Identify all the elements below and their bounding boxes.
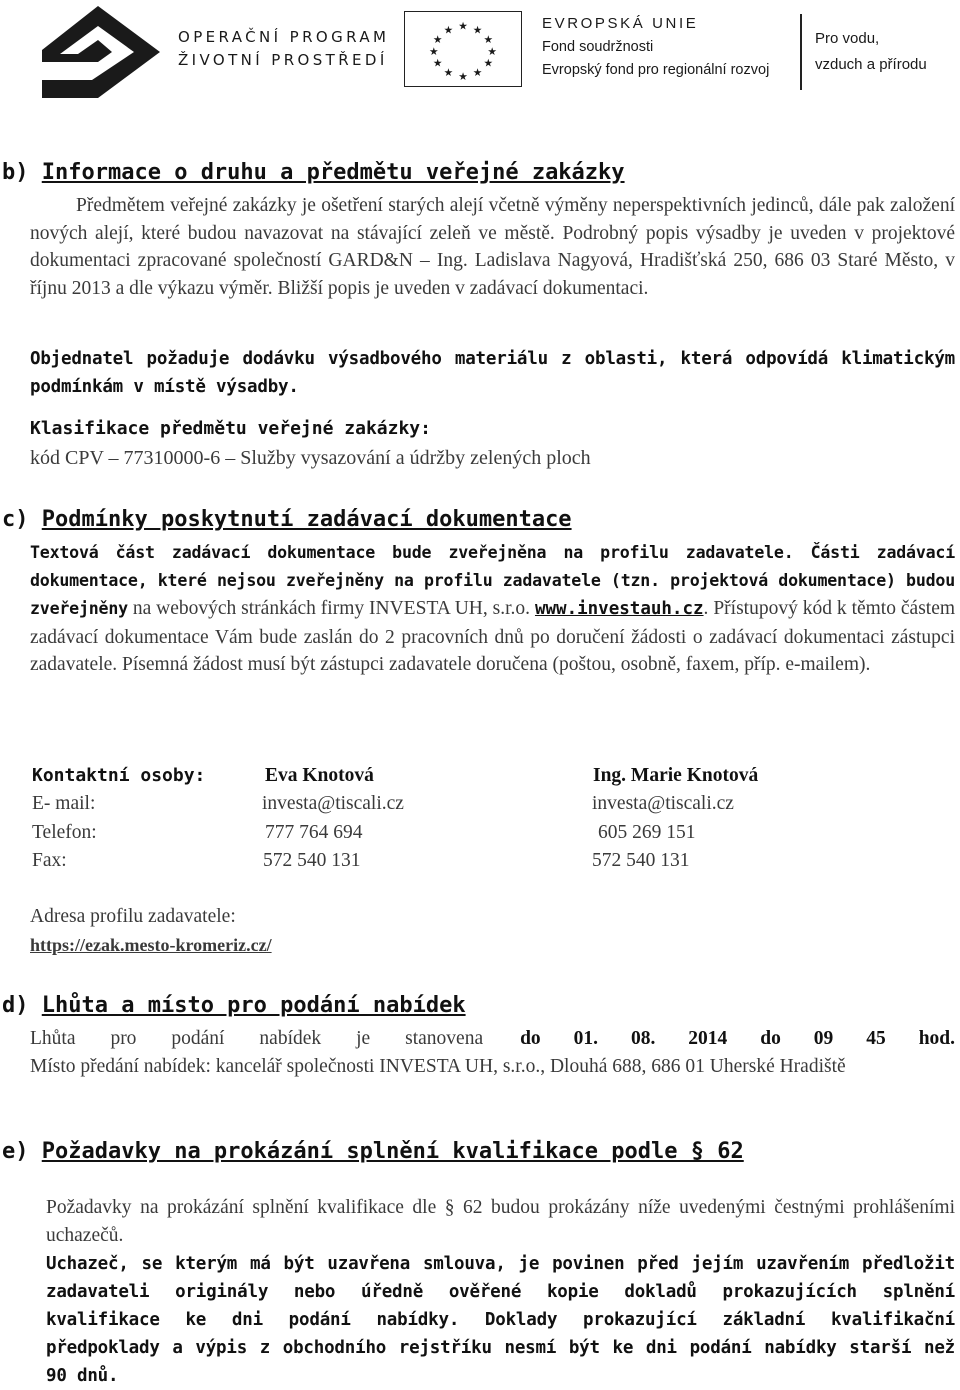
contact-name-1: Eva Knotová bbox=[265, 765, 374, 786]
program-name: OPERAČNÍ PROGRAM ŽIVOTNÍ PROSTŘEDÍ bbox=[178, 28, 390, 69]
submission-place: Místo předání nabídek: kancelář společnosti INVESTA UH, s.r.o., Dlouhá 688, 686 01 Uherské Hradiště bbox=[30, 1056, 846, 1077]
svg-text:★: ★ bbox=[432, 33, 443, 47]
svg-text:★: ★ bbox=[443, 66, 454, 80]
svg-text:★: ★ bbox=[458, 19, 468, 33]
phone-2: 605 269 151 bbox=[598, 822, 696, 843]
deadline-line bbox=[30, 1025, 955, 1053]
section-b-classification bbox=[30, 415, 955, 472]
section-c-paragraph bbox=[30, 539, 955, 679]
cpv-code: kód CPV – 77310000-6 – Služby vysazování a údržby zelených ploch bbox=[30, 446, 591, 469]
section-c-web-text: na webových stránkách firmy INVESTA UH, s.r.o. bbox=[127, 598, 531, 619]
email-2[interactable]: investa@tiscali.cz bbox=[592, 793, 734, 814]
section-e-paragraph-1: Požadavky na prokázání splnění kvalifikace dle § 62 budou prokázány níže uvedenými čestnými prohlášeními uchazečů. bbox=[46, 1197, 955, 1246]
email-label: E- mail: bbox=[32, 793, 96, 814]
svg-text:★: ★ bbox=[472, 23, 483, 37]
section-b-heading: b) Informace o druhu a předmětu veřejné zakázky bbox=[2, 160, 625, 185]
fax-1: 572 540 131 bbox=[263, 850, 361, 871]
phone-label: Telefon: bbox=[32, 822, 97, 843]
svg-text:★: ★ bbox=[483, 33, 494, 47]
section-e-heading: e) Požadavky na prokázání splnění kvalifikace podle § 62 bbox=[2, 1139, 744, 1164]
fax-label: Fax: bbox=[32, 850, 67, 871]
email-1[interactable]: investa@tiscali.cz bbox=[262, 793, 404, 814]
svg-text:★: ★ bbox=[458, 70, 468, 84]
svg-text:★: ★ bbox=[432, 56, 443, 70]
section-e-paragraph-2: Uchazeč, se kterým má být uzavřena smlouva, je povinen před jejím uzavřením předložit zadavateli originály nebo úředně ověřené kopie dokladů prokazujících splnění kvalifikace ke dni podání nabídky. Doklady prokazující základní kvalifikační předpoklady a výpis z obchodního rejstříku nesmí být ke dni podání nabídky starší než 90 dnů. bbox=[46, 1254, 955, 1386]
svg-text:★: ★ bbox=[472, 66, 483, 80]
svg-text:★: ★ bbox=[483, 56, 494, 70]
fax-2: 572 540 131 bbox=[592, 850, 690, 871]
section-c-access-text: . Přístupový kód k těmto částem zadávací dokumentace Vám bude zaslán do 2 pracovních dnů po doručení žádosti o zadávací dokumentaci zástupci zadavatele. Písemná žádost musí být zástupci zadavatele doručena (poštou, osobně, faxem, příp. e-mailem). bbox=[30, 598, 956, 676]
section-b-requirement: Objednatel požaduje dodávku výsadbového materiálu z oblasti, která odpovídá klimatickým podmínkám v místě výsadby. bbox=[30, 349, 955, 397]
section-c-bold-text: Textová část zadávací dokumentace bude zveřejněna na profilu zadavatele. Části zadávací dokumentace, které nejsou zveřejněny na profilu zadavatele (tzn. projektová dokumentace) budou zveřejněny bbox=[30, 543, 955, 618]
section-b-paragraph: Předmětem veřejné zakázky je ošetření starých alejí včetně výměny neperspektivních jedinců, dále pak založení nových alejí, které budou navazovat na stávající zeleň ve městě. Podrobný popis výsadby je uveden v projektové dokumentaci zpracované společností GARD&N – Ing. Ladislava Nagyová, Hradišťská 250, 686 03 Staré Město, v říjnu 2013 a dle výkazu výměr. Bližší popis je uveden v zadávací dokumentaci. bbox=[30, 195, 955, 299]
profile-url-link[interactable]: https://ezak.mesto-kromeriz.cz/ bbox=[30, 935, 272, 955]
section-c-heading: c) Podmínky poskytnutí zadávací dokumentace bbox=[2, 507, 572, 532]
profile-label: Adresa profilu zadavatele: bbox=[30, 906, 236, 927]
investauh-link[interactable]: www.investauh.cz bbox=[534, 599, 704, 619]
svg-text:★: ★ bbox=[428, 44, 439, 58]
section-d-heading: d) Lhůta a místo pro podání nabídek bbox=[2, 993, 466, 1018]
deadline-text: Lhůta pro podání nabídek je stanovena bbox=[30, 1028, 484, 1049]
classification-label: Klasifikace předmětu veřejné zakázky: bbox=[30, 418, 431, 439]
contacts-label: Kontaktní osoby: bbox=[32, 765, 206, 786]
svg-text:★: ★ bbox=[487, 44, 498, 58]
deadline-value: do 01. 08. 2014 do 09 45 hod. bbox=[520, 1028, 956, 1049]
eu-funds-text: EVROPSKÁ UNIE Fond soudržnosti Evropský fond pro regionální rozvoj bbox=[542, 15, 770, 78]
slogan: Pro vodu, vzduch a přírodu bbox=[815, 30, 927, 73]
phone-1: 777 764 694 bbox=[265, 822, 363, 843]
contact-name-2: Ing. Marie Knotová bbox=[593, 765, 759, 786]
svg-text:★: ★ bbox=[443, 23, 454, 37]
